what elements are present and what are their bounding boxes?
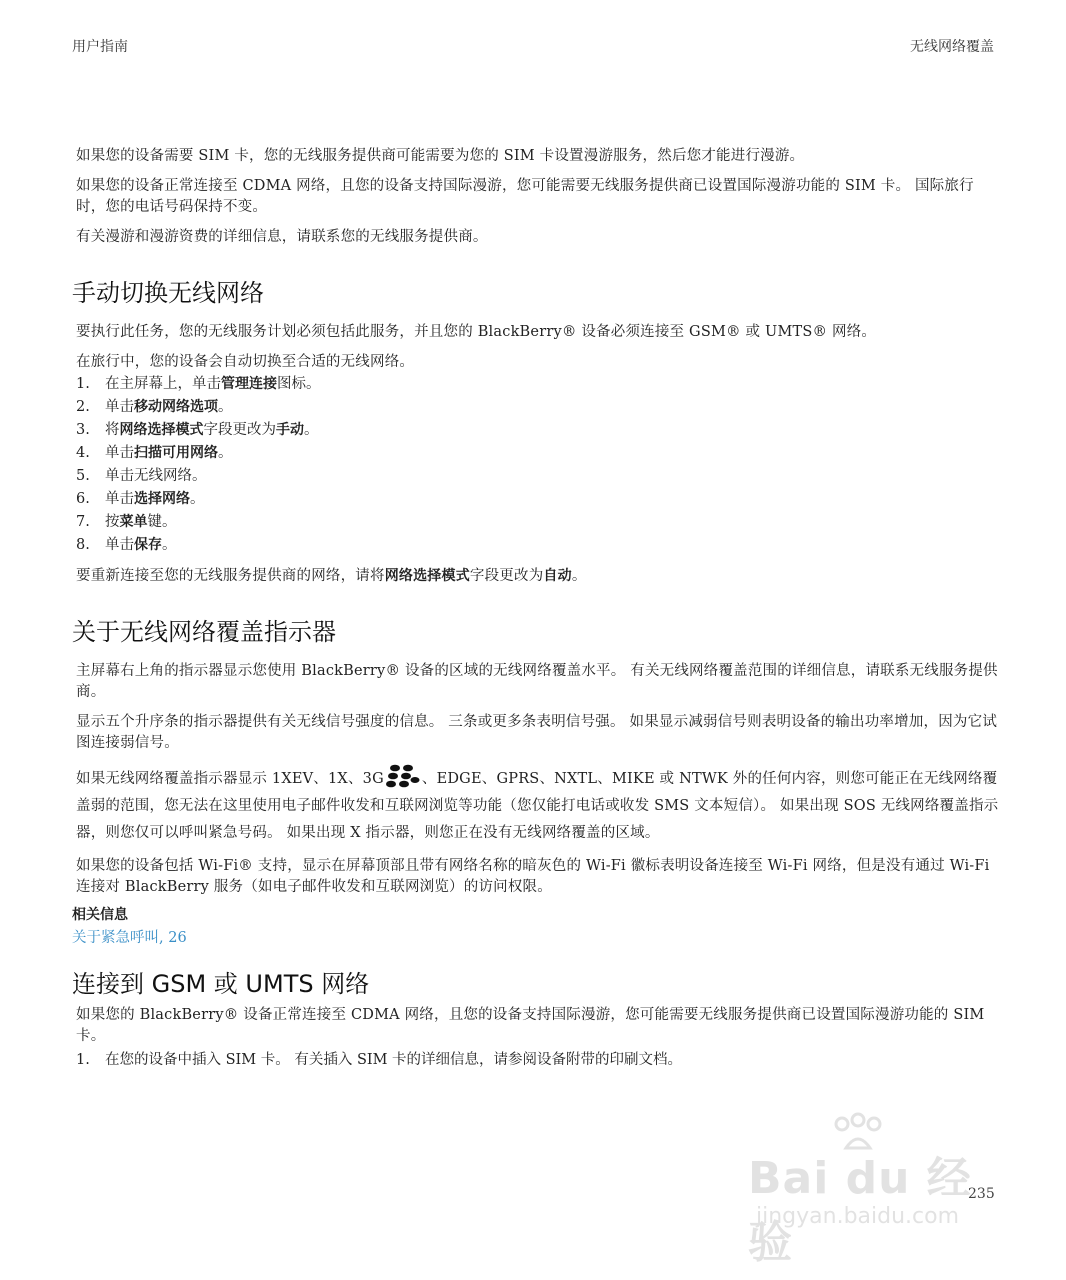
switch-network-prereq: 要执行此任务，您的无线服务计划必须包括此服务，并且您的 BlackBerry® 设备必须连接至 GSM® 或 UMTS® 网络。 [76, 324, 877, 340]
list-item: 6. 单击选择网络。 [76, 491, 205, 507]
page-number: 235 [968, 1186, 995, 1202]
list-item: 4. 单击扫描可用网络。 [76, 445, 233, 461]
connect-gsm-steps [76, 1049, 1002, 1072]
section-title-coverage-indicator: 关于无线网络覆盖指示器 [72, 618, 336, 646]
reconnect-instruction: 要重新连接至您的无线服务提供商的网络，请将网络选择模式字段更改为自动。 [76, 568, 587, 584]
list-item: 1. 在主屏幕上，单击管理连接图标。 [76, 376, 321, 392]
list-item: 2. 单击移动网络选项。 [76, 399, 233, 415]
blackberry-logo-icon [386, 763, 420, 789]
intro-paragraph-1: 如果您的设备需要 SIM 卡，您的无线服务提供商可能需要为您的 SIM 卡设置漫游服务，然后您才能进行漫游。 [76, 148, 805, 164]
intro-paragraph-3: 有关漫游和漫游资费的详细信息，请联系您的无线服务提供商。 [76, 229, 488, 245]
page-content [72, 146, 1002, 1081]
section-title-connect-gsm: 连接到 GSM 或 UMTS 网络 [72, 970, 370, 998]
list-item: 8. 单击保存。 [76, 537, 177, 553]
related-link-emergency-call[interactable]: 关于紧急呼叫, 26 [72, 930, 187, 946]
coverage-paragraph-4: 如果您的设备包括 Wi-Fi® 支持，显示在屏幕顶部且带有网络名称的暗灰色的 Wi-Fi 徽标表明设备连接至 Wi-Fi 网络，但是没有通过 Wi-Fi 连接对 BlackBerry 服务（如电子邮件收发和互联网浏览）的访问权限。 [76, 858, 990, 895]
coverage-paragraph-2: 显示五个升序条的指示器提供有关无线信号强度的信息。 三条或更多条表明信号强。 如果显示减弱信号则表明设备的输出功率增加，因为它试图连接弱信号。 [76, 714, 998, 751]
list-item: 5. 单击无线网络。 [76, 468, 207, 484]
header-guide-title: 用户指南 [72, 39, 128, 55]
section-title-switch-network: 手动切换无线网络 [72, 279, 264, 307]
coverage-paragraph-1: 主屏幕右上角的指示器显示您使用 BlackBerry® 设备的区域的无线网络覆盖水平。 有关无线网络覆盖范围的详细信息，请联系无线服务提供商。 [76, 663, 998, 700]
baidu-watermark [748, 1112, 998, 1268]
intro-paragraph-2: 如果您的设备正常连接至 CDMA 网络，且您的设备支持国际漫游，您可能需要无线服务提供商已设置国际漫游功能的 SIM 卡。 国际旅行时，您的电话号码保持不变。 [76, 178, 974, 215]
coverage-paragraph-3: 如果无线网络覆盖指示器显示 1XEV、1X、3G 、EDGE、GPRS、NXTL、MIKE 或 NTWK 外的任何内容，则您可能正在无线网络覆盖弱的范围，您无法在这里使用电子邮件收发和互联网浏览等功能（您仅能打电话或收发 SMS 文本短信）。 如果出现 SOS 无线网络覆盖指示器，则您仅可以呼叫紧急号码。 如果出现 X 指示器，则您正在没有无线网络覆盖的区域。 [76, 763, 1002, 847]
switch-network-steps [76, 373, 1002, 557]
list-item: 7. 按菜单键。 [76, 514, 177, 530]
watermark-main-text: Bai du 经验 [748, 1153, 972, 1268]
header-chapter-title: 无线网络覆盖 [910, 39, 994, 55]
running-header [72, 36, 994, 56]
connect-gsm-paragraph: 如果您的 BlackBerry® 设备正常连接至 CDMA 网络，且您的设备支持国际漫游，您可能需要无线服务提供商已设置国际漫游功能的 SIM 卡。 [76, 1007, 985, 1044]
related-info-heading: 相关信息 [72, 907, 128, 923]
list-item: 1. 在您的设备中插入 SIM 卡。 有关插入 SIM 卡的详细信息，请参阅设备附带的印刷文档。 [76, 1052, 683, 1068]
list-item: 3. 将网络选择模式字段更改为手动。 [76, 422, 319, 438]
watermark-url: jingyan.baidu.com [756, 1204, 960, 1229]
switch-network-info: 在旅行中，您的设备会自动切换至合适的无线网络。 [76, 354, 415, 370]
